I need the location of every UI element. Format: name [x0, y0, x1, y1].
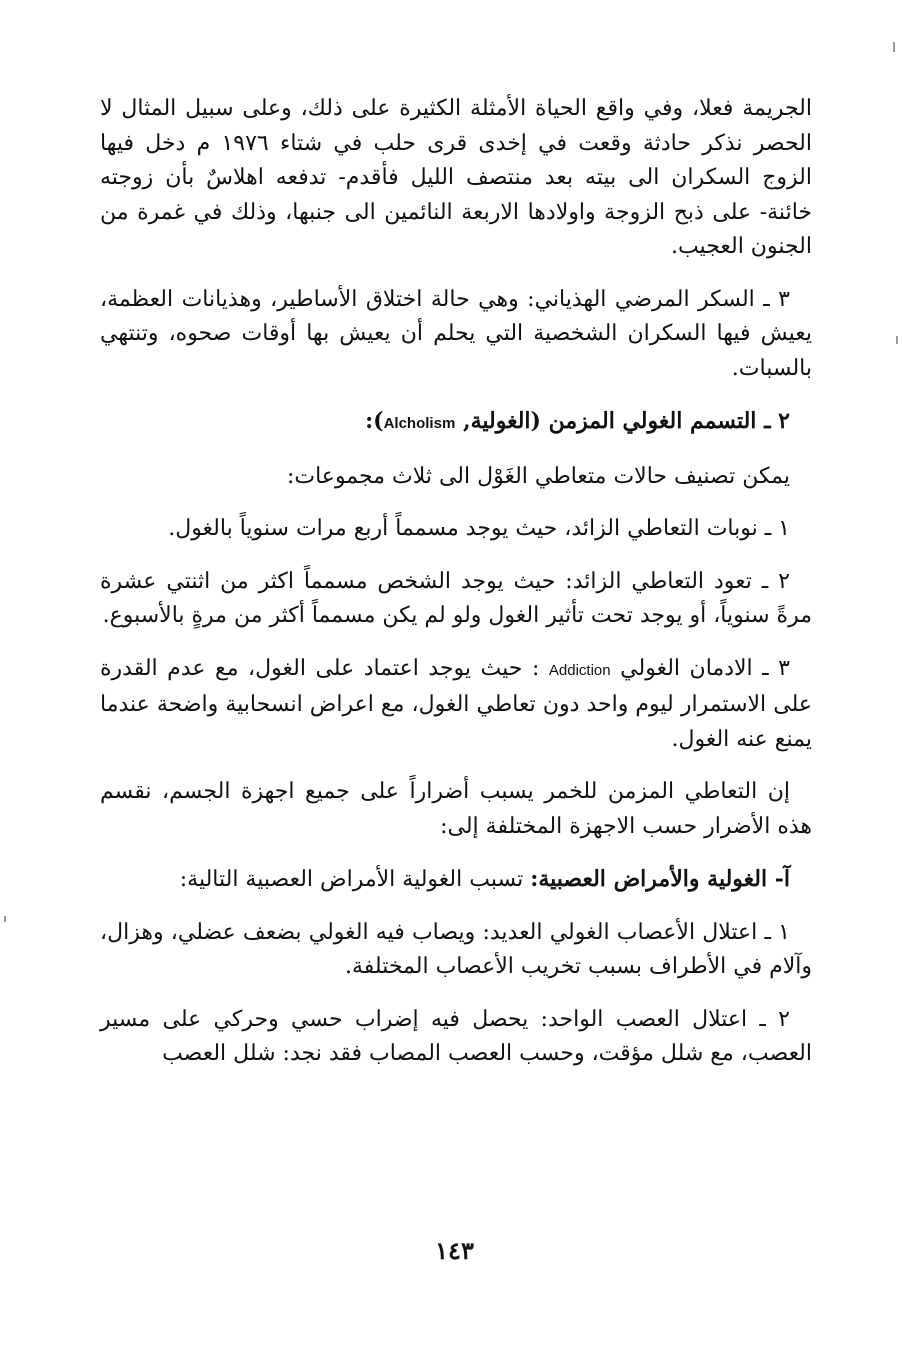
paragraph-chronic-harm: إن التعاطي المزمن للخمر يسبب أضراراً على جميع اجهزة الجسم، نقسم هذه الأضرار حسب الاجهزة المختلفة إلى:: [100, 779, 812, 839]
section-neurological: [100, 862, 812, 898]
paragraph-delirious-intoxication: ٣ ـ السكر المرضي الهذياني: وهي حالة اختلاق الأساطير، وهذيانات العظمة، يعيش فيها السكران الشخصية التي يحلم أن يعيش بها أوقات صحوه، وتنتهي بالسبات.: [100, 286, 812, 381]
heading-chronic-english: Alcholism: [383, 415, 456, 432]
scan-mark-right: [896, 336, 898, 344]
addiction-description: : حيث يوجد اعتماد على الغول، مع عدم القدرة على الاستمرار ليوم واحد دون تعاطي الغول، مع اعراض انسحابية واضحة عندما يمنع عنه الغول.: [100, 655, 812, 752]
scan-mark-left: [4, 916, 6, 922]
page-text-body: [100, 92, 812, 1090]
list-item-mononeuropathy: ٢ ـ اعتلال العصب الواحد: يحصل فيه إضراب حسي وحركي على مسير العصب، مع شلل مؤقت، وحسب العصب المصاب فقد نجد: شلل العصب: [100, 1006, 812, 1066]
heading-chronic-alcohol-poisoning: [100, 404, 812, 442]
list-item-habitual-excess: ٢ ـ تعود التعاطي الزائد: حيث يوجد الشخص مسمماً اكثر من اثنتي عشرة مرةً سنوياً، أو يوجد تحت تأثير الغول ولو لم يكن مسمماً أكثر من مرةٍ بالأسبوع.: [100, 568, 812, 628]
paragraph-classification-intro: يمكن تصنيف حالات متعاطي الغَوْل الى ثلاث مجموعات:: [286, 463, 790, 489]
list-item-excess-episodes: ١ ـ نوبات التعاطي الزائد، حيث يوجد مسمماً أربع مرات سنوياً بالغول.: [168, 516, 790, 541]
list-item-addiction: [100, 652, 812, 758]
heading-neurological: آ- الغولية والأمراض العصبية:: [530, 866, 790, 892]
page-number: ١٤٣: [435, 1236, 474, 1265]
addiction-english-term: Addiction: [548, 661, 611, 679]
heading-chronic-arabic: ٢ ـ التسمم الغولي المزمن (الغولية,: [462, 408, 790, 434]
heading-neurological-rest: تسبب الغولية الأمراض العصبية التالية:: [179, 867, 524, 892]
list-item-polyneuropathy: ١ ـ اعتلال الأعصاب الغولي العديد: ويصاب فيه الغولي بضعف عضلي، وهزال، وآلام في الأطراف بسبب تخريب الأعصاب المختلفة.: [100, 919, 812, 979]
heading-chronic-end: ):: [365, 408, 384, 434]
paragraph-crime-example: الجريمة فعلا، وفي واقع الحياة الأمثلة الكثيرة على ذلك، وعلى سبيل المثال لا الحصر نذكر حادثة وقعت في إخدى قرى حلب في شتاء ١٩٧٦ م دخل فيها الزوج السكران الى بيته بعد منتصف الليل فأقدم- تدفعه اهلاسٌ بأن زوجته خائنة- على ذبح الزوجة واولادها الاربعة النائمين الى جنبها، وذلك في غمرة من الجنون العجيب.: [100, 96, 812, 259]
addiction-label: ٣ ـ الادمان الغولي: [620, 655, 790, 681]
scan-mark-top-right: [893, 42, 895, 52]
